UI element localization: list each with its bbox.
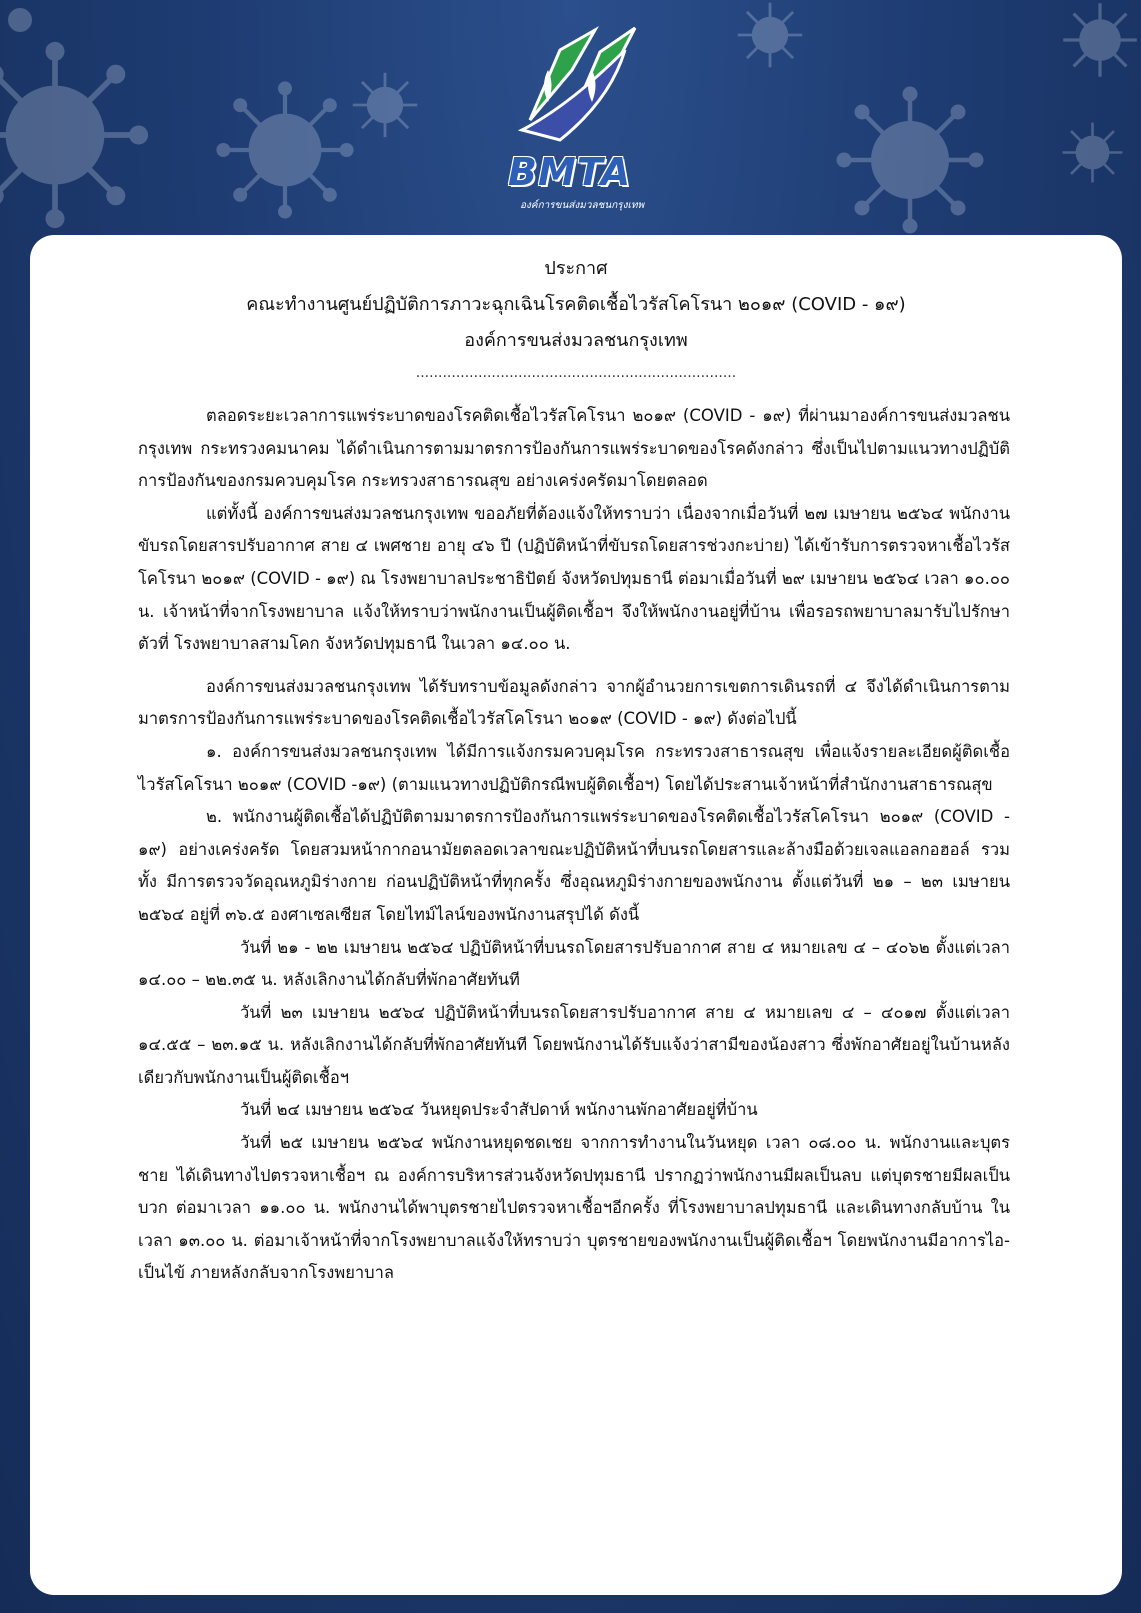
virus-icon bbox=[0, 0, 40, 40]
virus-icon bbox=[1060, 0, 1140, 80]
paragraph: ตลอดระยะเวลาการแพร่ระบาดของโรคติดเชื้อไวรัสโคโรนา ๒๐๑๙ (COVID - ๑๙) ที่ผ่านมาองค์การขนส่งมวลชนกรุงเทพ กระทรวงคมนาคม ได้ดำเนินการตามมาตรการป้องกันการแพร่ระบาดของโรคดังกล่าว ซึ่งเป็นไปตามแนวทางปฏิบัติการป้องกันของกรมควบคุมโรค กระทรวงสาธารณสุข อย่างเคร่งครัดมาโดยตลอด bbox=[138, 406, 1010, 491]
bmta-emblem-icon bbox=[500, 10, 670, 160]
separator: ........................................................................ bbox=[415, 365, 737, 381]
virus-icon bbox=[0, 40, 150, 230]
virus-icon bbox=[215, 80, 355, 220]
virus-icon bbox=[735, 0, 805, 70]
paragraph: แต่ทั้งนี้ องค์การขนส่งมวลชนกรุงเทพ ขออภัยที่ต้องแจ้งให้ทราบว่า เนื่องจากเมื่อวันที่ ๒๗ เมษายน ๒๕๖๔ พนักงานขับรถโดยสารปรับอากาศ สาย ๔ เพศชาย อายุ ๔๖ ปี (ปฏิบัติหน้าที่ขับรถโดยสารช่วงกะบ่าย) ได้เข้ารับการตรวจหาเชื้อไวรัสโคโรนา ๒๐๑๙ (COVID - ๑๙) ณ โรงพยาบาลประชาธิปัตย์ จังหวัดปทุมธานี ต่อมาเมื่อวันที่ ๒๙ เมษายน ๒๕๖๔ เวลา ๑๐.๐๐ น. เจ้าหน้าที่จากโรงพยาบาล แจ้งให้ทราบว่าพนักงานเป็นผู้ติดเชื้อฯ จึงให้พนักงานอยู่ที่บ้าน เพื่อรอรถพยาบาลมารับไปรักษาตัวที่ โรงพยาบาลสามโคก จังหวัดปทุมธานี ในเวลา ๑๔.๐๐ น. bbox=[138, 503, 1010, 654]
timeline-item: วันที่ ๒๓ เมษายน ๒๕๖๔ ปฏิบัติหน้าที่บนรถโดยสารปรับอากาศ สาย ๔ หมายเลข ๔ – ๔๐๑๗ ตั้งแต่เวลา ๑๔.๕๕ – ๒๓.๑๕ น. หลังเลิกงานได้กลับที่พักอาศัยทันที โดยพนักงานได้รับแจ้งว่าสามีของน้องสาว ซึ่งพักอาศัยอยู่ในบ้านหลังเดียวกับพนักงานเป็นผู้ติดเชื้อฯ bbox=[138, 1002, 1010, 1087]
paragraph: องค์การขนส่งมวลชนกรุงเทพ ได้รับทราบข้อมูลดังกล่าว จากผู้อำนวยการเขตการเดินรถที่ ๔ จึงได้ดำเนินการตามมาตรการป้องกันการแพร่ระบาดของโรคติดเชื้อไวรัสโคโรนา ๒๐๑๙ (COVID - ๑๙) ดังต่อไปนี้ bbox=[138, 676, 1010, 729]
paragraph: ๑. องค์การขนส่งมวลชนกรุงเทพ ได้มีการแจ้งกรมควบคุมโรค กระทรวงสาธารณสุข เพื่อแจ้งรายละเอียดผู้ติดเชื้อไวรัสโคโรนา ๒๐๑๙ (COVID -๑๙) (ตามแนวทางปฏิบัติกรณีพบผู้ติดเชื้อฯ) โดยได้ประสานเจ้าหน้าที่สำนักงานสาธารณสุข bbox=[138, 741, 1010, 794]
bmta-logo bbox=[500, 10, 670, 215]
virus-icon bbox=[350, 70, 420, 140]
virus-icon bbox=[835, 85, 985, 235]
logo-subtitle: องค์การขนส่งมวลชนกรุงเทพ bbox=[520, 200, 645, 211]
virus-icon bbox=[1060, 120, 1125, 185]
timeline-item: วันที่ ๒๑ - ๒๒ เมษายน ๒๕๖๔ ปฏิบัติหน้าที่บนรถโดยสารปรับอากาศ สาย ๔ หมายเลข ๔ – ๔๐๖๒ ตั้งแต่เวลา ๑๔.๐๐ – ๒๒.๓๕ น. หลังเลิกงานได้กลับที่พักอาศัยทันที bbox=[138, 937, 1010, 990]
announcement-body bbox=[138, 400, 1010, 1290]
timeline-item: วันที่ ๒๔ เมษายน ๒๕๖๔ วันหยุดประจำสัปดาห์ พนักงานพักอาศัยอยู่ที่บ้าน bbox=[240, 1100, 758, 1120]
timeline-item: วันที่ ๒๕ เมษายน ๒๕๖๔ พนักงานหยุดชดเชย จากการทำงานในวันหยุด เวลา ๐๘.๐๐ น. พนักงานและบุตรชาย ได้เดินทางไปตรวจหาเชื้อฯ ณ องค์การบริหารส่วนจังหวัดปทุมธานี ปรากฏว่าพนักงานมีผลเป็นลบ แต่บุตรชายมีผลเป็นบวก ต่อมาเวลา ๑๑.๐๐ น. พนักงานได้พาบุตรชายไปตรวจหาเชื้อฯอีกครั้ง ที่โรงพยาบาลปทุมธานี และเดินทางกลับบ้าน ในเวลา ๑๓.๐๐ น. ต่อมาเจ้าหน้าที่จากโรงพยาบาลแจ้งให้ทราบว่า บุตรชายของพนักงานเป็นผู้ติดเชื้อฯ โดยพนักงานมีอาการไอ-เป็นไข้ ภายหลังกลับจากโรงพยาบาล bbox=[138, 1133, 1010, 1283]
logo-wordmark: BMTA bbox=[508, 150, 632, 194]
announcement-heading: ประกาศ bbox=[544, 258, 608, 279]
announcement-title: คณะทำงานศูนย์ปฏิบัติการภาวะฉุกเฉินโรคติดเชื้อไวรัสโคโรนา ๒๐๑๙ (COVID - ๑๙) bbox=[246, 294, 906, 315]
announcement-organization: องค์การขนส่งมวลชนกรุงเทพ bbox=[464, 330, 688, 351]
announcement-card bbox=[30, 235, 1122, 1595]
paragraph: ๒. พนักงานผู้ติดเชื้อได้ปฏิบัติตามมาตรการป้องกันการแพร่ระบาดของโรคติดเชื้อไวรัสโคโรนา ๒๐๑๙ (COVID - ๑๙) อย่างเคร่งครัด โดยสวมหน้ากากอนามัยตลอดเวลาขณะปฏิบัติหน้าที่บนรถโดยสารและล้างมือด้วยเจลแอลกอฮอล์ รวมทั้ง มีการตรวจวัดอุณหภูมิร่างกาย ก่อนปฏิบัติหน้าที่ทุกครั้ง ซึ่งอุณหภูมิร่างกายของพนักงาน ตั้งแต่วันที่ ๒๑ – ๒๓ เมษายน ๒๕๖๔ อยู่ที่ ๓๖.๕ องศาเซลเซียส โดยไทม์ไลน์ของพนักงานสรุปได้ ดังนี้ bbox=[138, 807, 1010, 924]
